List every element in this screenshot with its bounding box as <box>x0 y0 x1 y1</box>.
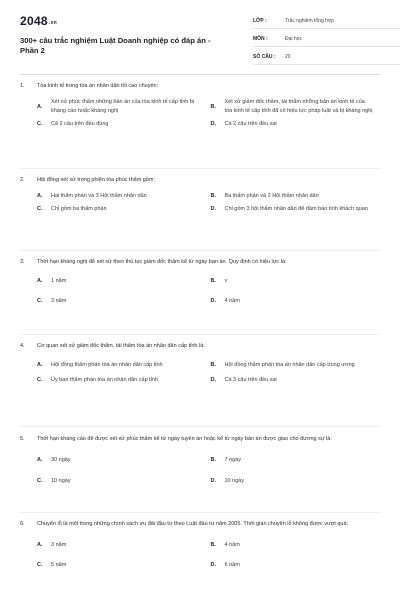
question-2 <box>20 176 380 214</box>
logo-suffix: .vn <box>48 20 58 26</box>
option-d[interactable] <box>211 477 381 486</box>
option-b[interactable] <box>211 541 381 550</box>
option-letter: D. <box>210 121 216 127</box>
option-d[interactable] <box>211 205 381 214</box>
question-text: Cơ quan xét xử giám đốc thẩm, tái thẩm tòa án nhân dân cấp tỉnh là: <box>37 343 205 349</box>
question-stem <box>20 258 380 267</box>
question-separator <box>20 168 380 169</box>
meta-value: Trắc nghiệm tổng hợp <box>285 18 334 24</box>
question-text: Tòa kinh tế trong tòa án nhân dân tối cao chuyên: <box>37 83 159 89</box>
option-c[interactable] <box>37 561 207 570</box>
meta-key: SỐ CÂU : <box>253 54 276 60</box>
option-text: Chỉ gồm 3 hội thẩm nhân dân để đảm bảo tính khách quan <box>224 206 368 212</box>
option-text: Xét xử giám đốc thẩm, tái thẩm những bản án kinh tế của tòa kinh tế cấp tỉnh đã có hiệu lực pháp luật và bị kháng nghị <box>224 99 373 114</box>
question-text: Hội đồng xét xử trong phiên tòa phúc thẩm gồm: <box>37 177 156 183</box>
logo-text: 2048 <box>20 14 48 28</box>
question-separator <box>20 512 380 513</box>
answer-options <box>20 361 380 385</box>
answer-options <box>20 192 380 214</box>
option-letter: D. <box>210 478 216 484</box>
meta-key: MÔN : <box>253 36 268 42</box>
question-number: 6. <box>20 521 25 527</box>
question-stem <box>20 82 380 91</box>
option-letter: D. <box>210 206 216 212</box>
question-separator <box>20 334 380 335</box>
document-header <box>20 14 380 70</box>
meta-row-count <box>253 50 400 65</box>
question-separator <box>20 426 380 427</box>
option-text: 5 năm <box>51 562 67 568</box>
option-letter: D. <box>210 562 216 568</box>
option-letter: C. <box>37 562 43 568</box>
site-logo[interactable] <box>20 14 57 28</box>
question-number: 1. <box>20 83 25 89</box>
option-c[interactable] <box>37 120 207 129</box>
option-letter: C. <box>37 121 43 127</box>
document-title: 300+ câu trắc nghiệm Luật Doanh nghiệp có đáp án - Phần 2 <box>20 36 211 55</box>
header-divider <box>20 74 380 75</box>
question-number: 4. <box>20 343 25 349</box>
option-text: v <box>224 278 228 284</box>
option-b[interactable] <box>211 456 381 465</box>
question-3 <box>20 258 380 306</box>
option-text: 10 ngày <box>51 478 71 484</box>
question-separator <box>20 250 380 251</box>
option-letter: A. <box>37 193 43 199</box>
option-a[interactable] <box>37 98 207 116</box>
option-text: 6 năm <box>224 562 240 568</box>
question-stem <box>20 435 380 444</box>
option-d[interactable] <box>211 561 381 570</box>
question-number: 5. <box>20 436 25 442</box>
meta-key: LỚP : <box>253 18 267 24</box>
option-letter: A. <box>37 103 43 110</box>
option-text: Cả 3 câu trên đều sai <box>224 377 277 383</box>
option-text: 3 năm <box>51 542 67 548</box>
option-letter: D. <box>210 298 216 304</box>
option-letter: D. <box>210 377 216 383</box>
question-4 <box>20 342 380 385</box>
option-text: 4 năm <box>224 542 240 548</box>
answer-options <box>20 456 380 486</box>
question-stem <box>20 342 380 351</box>
option-text: Hội đồng thẩm phán tòa án nhân dân cấp tỉnh <box>51 362 163 368</box>
option-letter: B. <box>210 542 216 548</box>
option-c[interactable] <box>37 376 207 385</box>
question-5 <box>20 435 380 486</box>
option-text: Cả 2 câu trên đều đúng <box>51 121 109 127</box>
meta-value: 20 <box>285 54 291 60</box>
option-letter: A. <box>37 362 43 368</box>
option-text: 10 ngày <box>224 478 245 484</box>
answer-options <box>20 277 380 306</box>
meta-table <box>253 14 400 68</box>
option-c[interactable] <box>37 297 207 306</box>
option-text: Chỉ gồm ba thẩm phán <box>51 206 107 212</box>
option-b[interactable] <box>211 361 381 370</box>
meta-row-class <box>253 14 400 29</box>
option-a[interactable] <box>37 192 207 201</box>
question-number: 3. <box>20 259 25 265</box>
option-letter: C. <box>37 377 43 383</box>
option-text: 30 ngày <box>51 457 71 463</box>
option-c[interactable] <box>37 477 207 486</box>
option-a[interactable] <box>37 361 207 370</box>
option-text: 1 năm <box>51 278 67 284</box>
option-letter: A. <box>37 278 43 284</box>
option-text: 3 năm <box>51 298 67 304</box>
question-text: Chuyển lỗ là một trong những chính sách ưu đãi đầu tư theo Luật đầu tư năm 2005. Thời gian chuyển lỗ không được vượt quá: <box>37 521 349 527</box>
option-b[interactable] <box>211 98 381 116</box>
option-a[interactable] <box>37 277 207 286</box>
option-d[interactable] <box>211 120 381 129</box>
option-text: 7 ngày <box>224 457 242 463</box>
option-letter: B. <box>210 193 216 199</box>
option-text: 4 năm <box>224 298 240 304</box>
option-a[interactable] <box>37 541 207 550</box>
meta-row-subject <box>253 32 400 47</box>
option-letter: C. <box>37 478 43 484</box>
question-6 <box>20 520 380 570</box>
option-letter: B. <box>210 103 216 110</box>
option-text: Xét xử phúc thẩm những bản án của tòa kinh tế cấp tỉnh bị kháng cáo hoặc kháng nghị <box>51 99 195 114</box>
option-letter: B. <box>210 362 216 368</box>
option-text: Hai thẩm phán và 3 Hội thẩm nhân dân <box>51 193 147 199</box>
option-letter: B. <box>210 278 216 284</box>
option-letter: C. <box>37 298 43 304</box>
option-text: Cả 2 câu trên đều sai <box>224 121 277 127</box>
question-stem <box>20 520 380 529</box>
question-1 <box>20 82 380 129</box>
option-a[interactable] <box>37 456 207 465</box>
option-b[interactable] <box>211 192 381 201</box>
question-text: Thời hạn kháng cáo để được xét xử phúc thẩm kể từ ngày tuyên án hoặc kể từ ngày bản án được giao cho đương sự là: <box>37 436 332 442</box>
option-letter: B. <box>210 457 216 463</box>
option-letter: C. <box>37 206 43 212</box>
option-b[interactable] <box>211 277 381 286</box>
option-text: Ủy ban thẩm phán tòa án nhân dân cấp tỉnh <box>51 377 159 383</box>
meta-value: Đại học <box>285 36 302 42</box>
option-letter: A. <box>37 542 43 548</box>
option-text: Hội đồng thẩm phán tòa án nhân dân cấp trung ương <box>224 362 355 368</box>
question-text: Thời hạn kháng nghị để xét xử theo thủ tục giám đốc thẩm kể từ ngày ban án. Quy định có hiệu lực là: <box>37 259 287 265</box>
option-d[interactable] <box>211 376 381 385</box>
option-d[interactable] <box>211 297 381 306</box>
question-stem <box>20 176 380 185</box>
answer-options <box>20 541 380 570</box>
question-number: 2. <box>20 177 25 183</box>
option-text: Ba thẩm phán và 2 Hội thẩm nhân dân <box>224 193 319 199</box>
answer-options <box>20 98 380 129</box>
option-c[interactable] <box>37 205 207 214</box>
option-letter: A. <box>37 457 43 463</box>
